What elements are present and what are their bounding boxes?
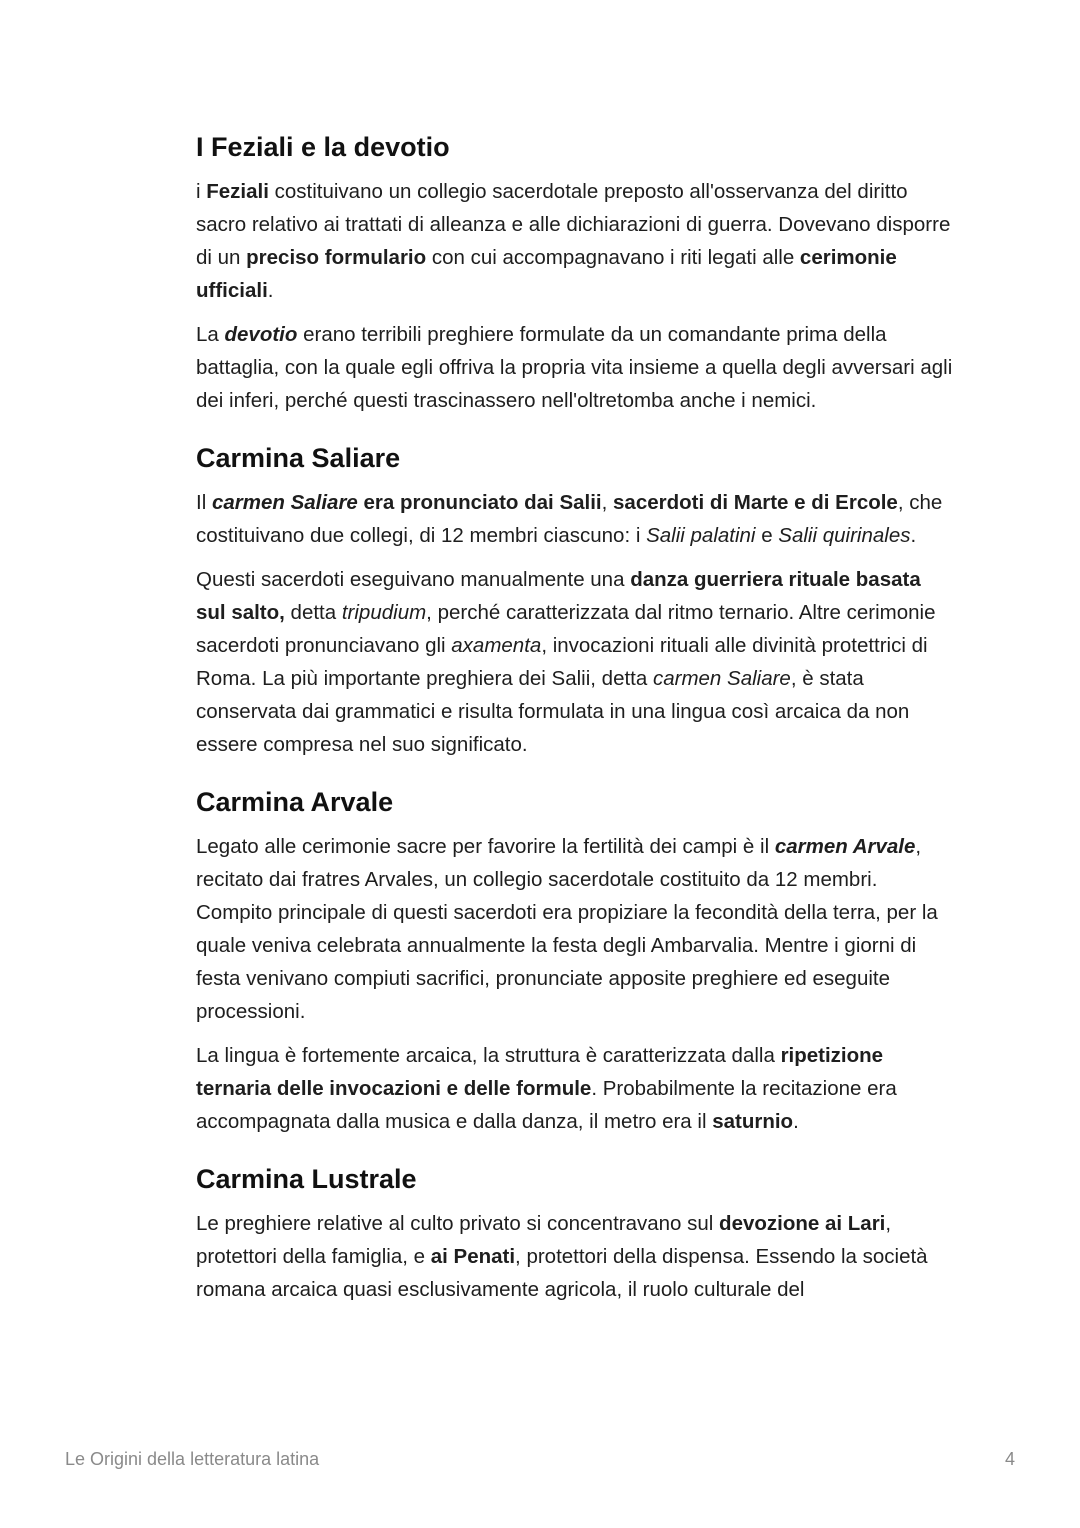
italic-text: tripudium [341, 601, 427, 624]
text-run: i [196, 180, 207, 203]
paragraph [196, 175, 956, 307]
text-run: costituivano un collegio sacerdotale preposto all'osservanza del diritto sacro relativo ai trattati di alleanza e alle dichiarazioni di guerra. Dovevano disporre di un [196, 180, 951, 269]
section-heading: Carmina Saliare [196, 443, 401, 473]
text-run: erano terribili preghiere formulate da un comandante prima della battaglia, con la quale egli offriva la propria vita insieme a quella degli avversari agli dei inferi, perché questi trascinassero nell'oltretomba anche i nemici. [196, 323, 953, 412]
text-run: . [267, 279, 274, 302]
text-run: . [793, 1110, 799, 1133]
text-run: . [910, 524, 917, 547]
italic-text: Salii quirinales [778, 524, 911, 547]
text-run: , perché caratterizzata dal ritmo ternario. Altre cerimonie sacerdoti pronunciavano gli [196, 601, 936, 657]
italic-text: Salii palatini [646, 524, 756, 547]
bold-text: ai Penati [430, 1245, 516, 1268]
section-4 [196, 1160, 956, 1306]
bold-text: ripetizione ternaria delle invocazioni e delle formule [196, 1044, 884, 1100]
paragraph [196, 318, 956, 417]
bold-text: sacerdoti di Marte e di Ercole [613, 491, 898, 514]
text-run: La [196, 323, 225, 346]
text-run: Le preghiere relative al culto privato si concentravano sul [196, 1212, 720, 1235]
emphasis-text: carmen Saliare [211, 491, 358, 514]
page-number: 4 [1004, 1449, 1015, 1469]
text-run: , protettori della dispensa. Essendo la società romana arcaica quasi esclusivamente agricola, il ruolo culturale del [196, 1245, 928, 1301]
section-heading: Carmina Arvale [196, 787, 394, 817]
section-2 [196, 439, 956, 761]
paragraph [196, 563, 956, 761]
bold-text: danza guerriera rituale basata sul salto, [196, 568, 921, 624]
paragraph [196, 830, 956, 1028]
paragraph [196, 1207, 956, 1306]
text-run: e [755, 524, 779, 547]
bold-text: cerimonie ufficiali [196, 246, 897, 302]
paragraph [196, 486, 956, 552]
text-run: con cui accompagnavano i riti legati alle [426, 246, 800, 269]
text-run: , protettori della famiglia, e [196, 1212, 892, 1268]
bold-text: Feziali [206, 180, 269, 203]
bold-text: devozione ai Lari [719, 1212, 886, 1235]
text-run: . Probabilmente la recitazione era accompagnata dalla musica e dalla danza, il metro era il [196, 1077, 897, 1133]
document-body [196, 128, 956, 1328]
italic-text: axamenta [451, 634, 542, 657]
text-run: Legato alle cerimonie sacre per favorire la fertilità dei campi è il [196, 835, 775, 858]
text-run: detta [284, 601, 342, 624]
text-run: Il [196, 491, 212, 514]
text-run: , [601, 491, 614, 514]
text-run: Questi sacerdoti eseguivano manualmente una [196, 568, 631, 591]
bold-text [225, 323, 298, 346]
section-heading: Carmina Lustrale [196, 1164, 417, 1194]
bold-text [212, 491, 358, 514]
italic-text: carmen Saliare [652, 667, 791, 690]
text-run: , che costituivano due collegi, di 12 membri ciascuno: i [196, 491, 943, 547]
text-run: , invocazioni rituali alle divinità protettrici di Roma. La più importante preghiera dei Salii, detta [196, 634, 928, 690]
text-run: , recitato dai fratres Arvales, un collegio sacerdotale costituito da 12 membri. Compito principale di questi sacerdoti era propiziare la fecondità della terra, per la quale veniva celebrata annualmente la festa degli Ambarvalia. Mentre i giorni di festa venivano compiuti sacrifici, pronunciate apposite preghiere ed eseguite processioni. [196, 835, 938, 1023]
section-1 [196, 128, 956, 417]
bold-text: era pronunciato dai Salii [357, 491, 602, 514]
section-heading: I Feziali e la devotio [196, 132, 450, 162]
section-3 [196, 783, 956, 1138]
emphasis-text: devotio [224, 323, 298, 346]
bold-text: saturnio [712, 1110, 794, 1133]
footer-title: Le Origini della letteratura latina [65, 1449, 320, 1469]
paragraph [196, 1039, 956, 1138]
bold-text [775, 835, 916, 858]
emphasis-text: carmen Arvale [774, 835, 916, 858]
text-run: La lingua è fortemente arcaica, la struttura è caratterizzata dalla [196, 1044, 781, 1067]
text-run: , è stata conservata dai grammatici e risulta formulata in una lingua così arcaica da non essere compresa nel suo significato. [196, 667, 910, 756]
bold-text: preciso formulario [246, 246, 427, 269]
